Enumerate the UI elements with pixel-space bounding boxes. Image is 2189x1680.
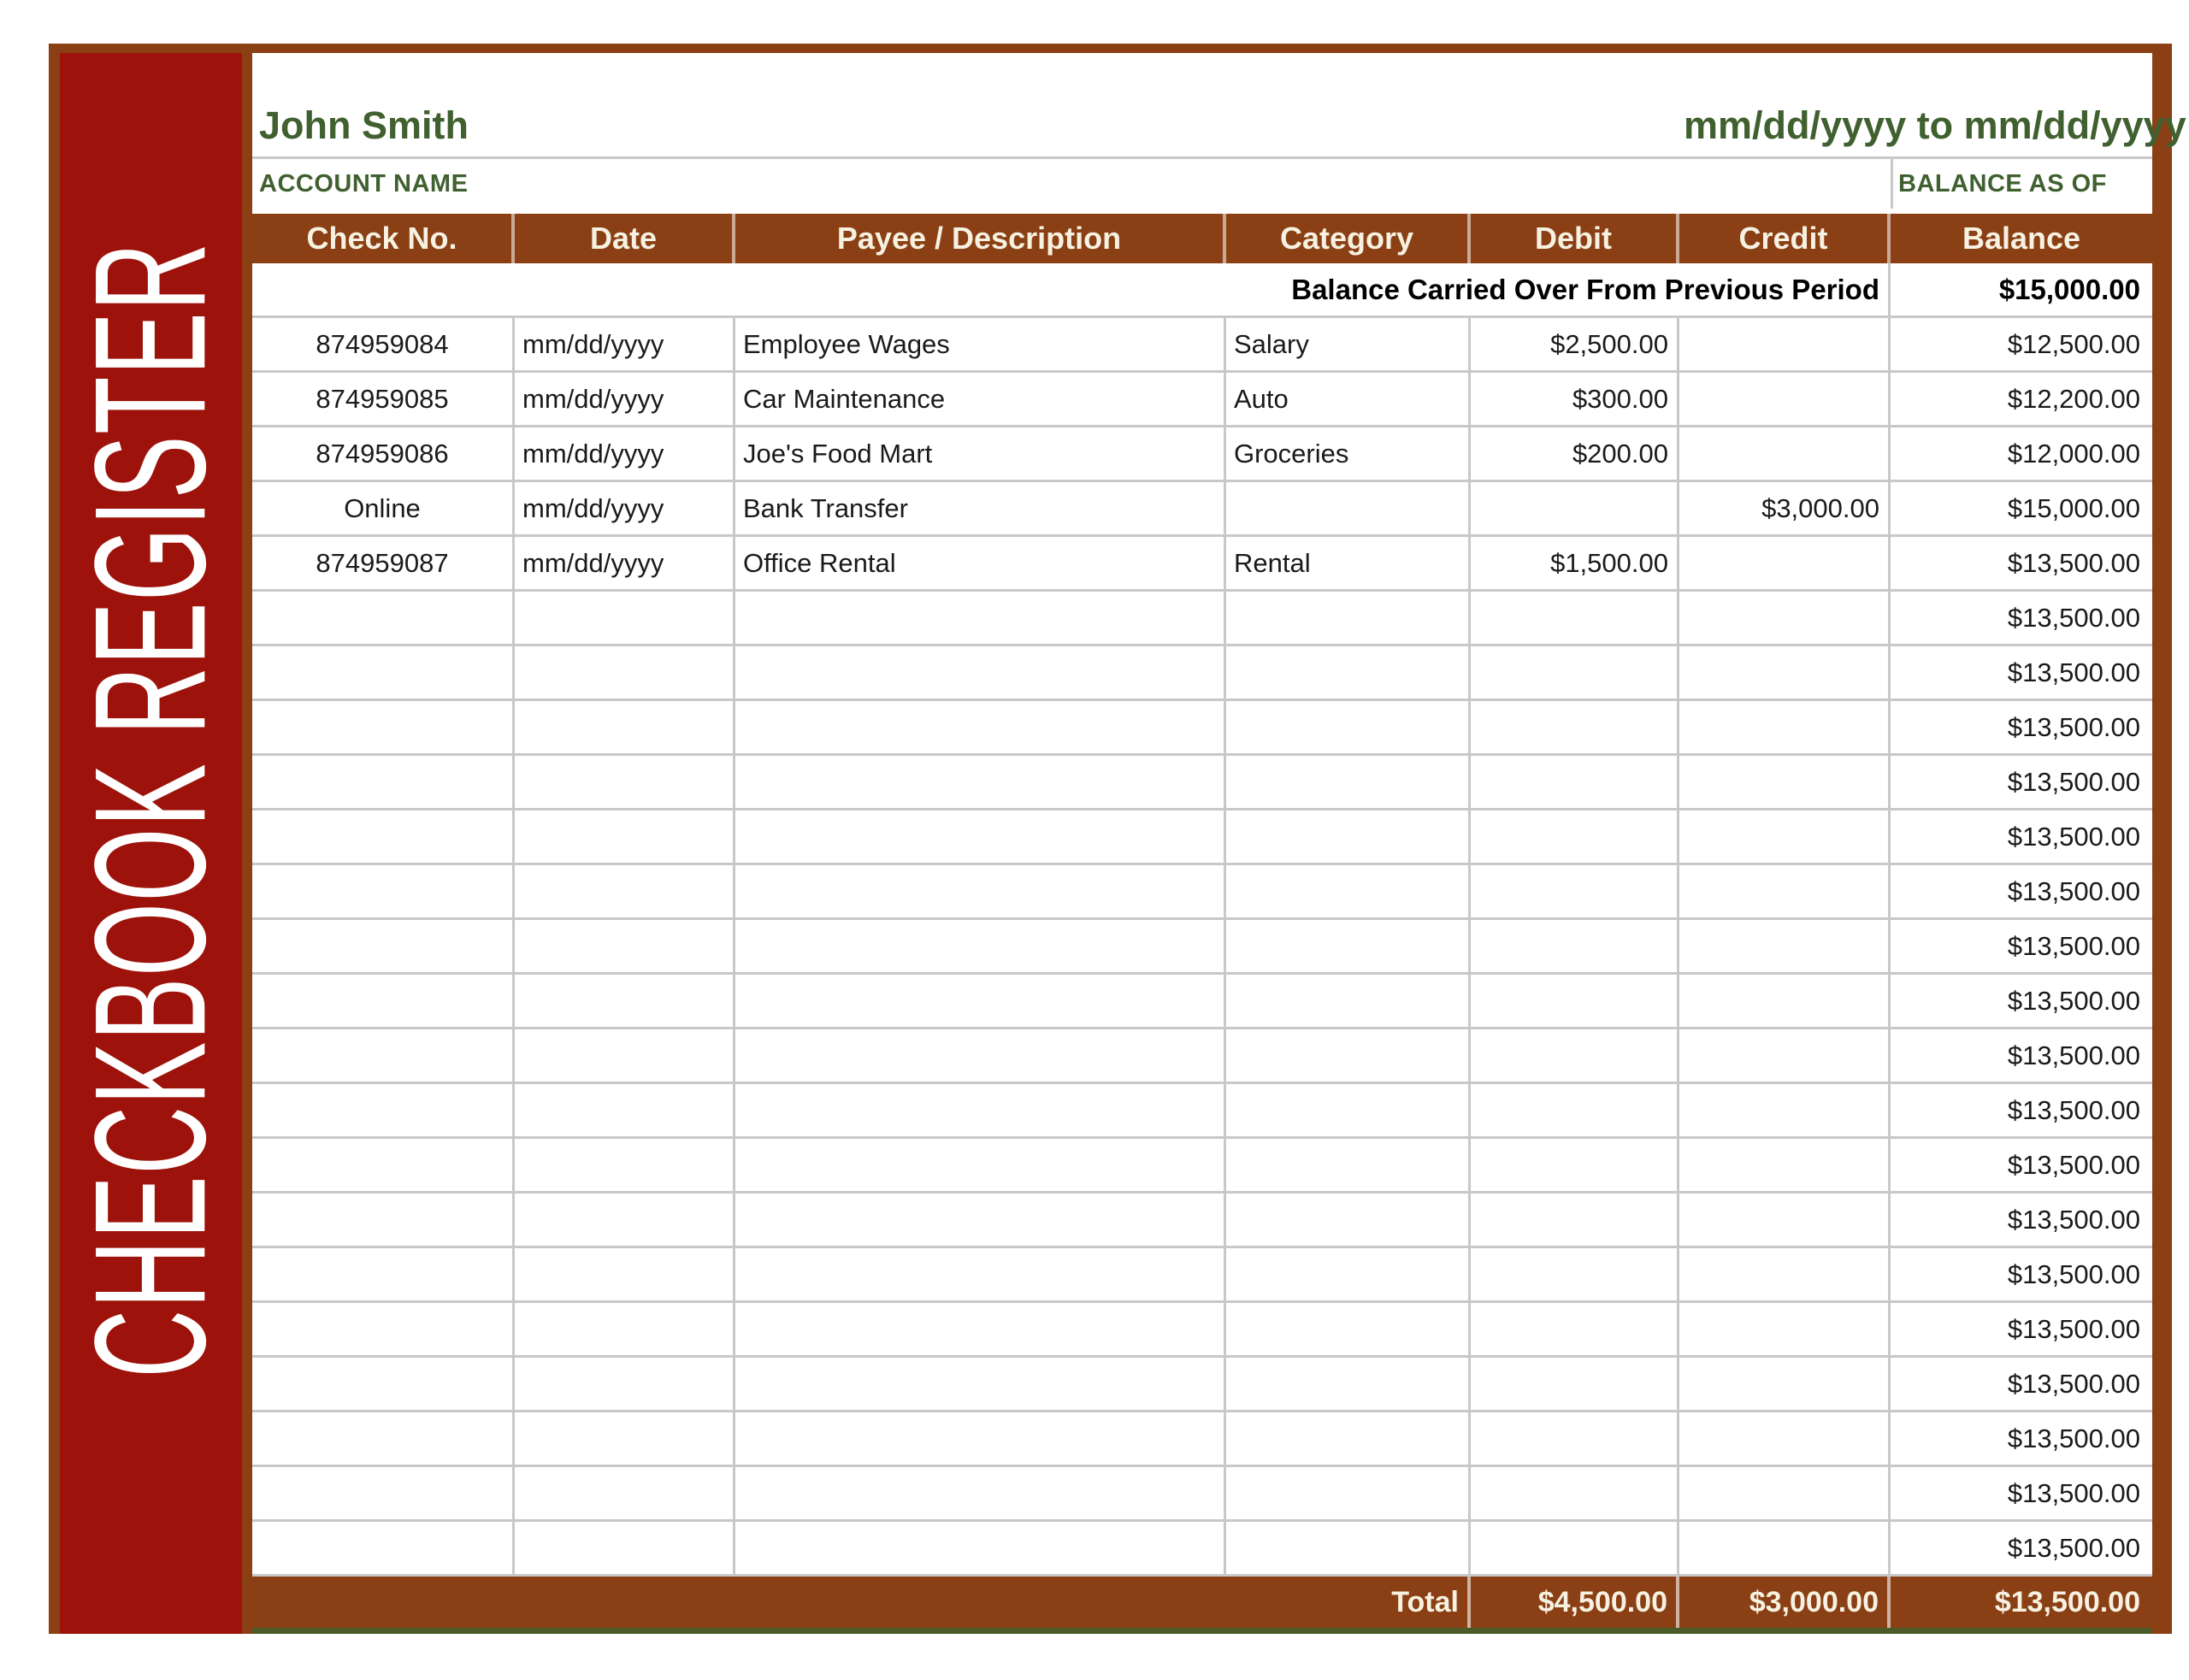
- table-row: [252, 756, 2152, 811]
- cell-check-no: [252, 1029, 515, 1082]
- subtitle-row: [252, 159, 2152, 209]
- cell-credit: [1679, 756, 1891, 808]
- cell-debit: $300.00: [1471, 373, 1679, 425]
- cell-category: Groceries: [1226, 427, 1471, 480]
- cell-date: mm/dd/yyyy: [515, 537, 735, 589]
- bottom-accent-line: [252, 1628, 2152, 1634]
- cell-date: mm/dd/yyyy: [515, 318, 735, 370]
- carried-over-balance: $15,000.00: [1998, 273, 2140, 305]
- cell-balance: $15,000.00: [2007, 492, 2140, 523]
- cell-debit: [1471, 1412, 1679, 1465]
- cell-debit: [1471, 1194, 1679, 1246]
- cell-payee: [735, 1467, 1226, 1519]
- table-body: [252, 318, 2152, 1577]
- table-row: [252, 1248, 2152, 1303]
- title-row: [252, 53, 2186, 159]
- table-row: [252, 1467, 2152, 1522]
- table-row: [252, 537, 2152, 592]
- total-row: [252, 1577, 2152, 1628]
- total-debit: $4,500.00: [1471, 1577, 1679, 1628]
- cell-credit: [1679, 427, 1891, 480]
- cell-balance: $13,500.00: [2007, 1094, 2140, 1125]
- table-header: [252, 214, 2152, 263]
- date-range: mm/dd/yyyy to mm/dd/yyyy: [1684, 103, 2186, 147]
- table-row: [252, 318, 2152, 373]
- cell-balance: $13,500.00: [2007, 1204, 2140, 1235]
- cell-check-no: [252, 646, 515, 699]
- column-header-balance: Balance: [1962, 221, 2081, 256]
- cell-credit: [1679, 1358, 1891, 1410]
- cell-payee: [735, 1248, 1226, 1300]
- sidebar: [60, 53, 252, 1634]
- cell-check-no: 874959086: [252, 427, 515, 480]
- cell-category: [1226, 1467, 1471, 1519]
- cell-date: [515, 1084, 735, 1136]
- cell-check-no: Online: [252, 482, 515, 534]
- cell-debit: $200.00: [1471, 427, 1679, 480]
- cell-debit: [1471, 1358, 1679, 1410]
- cell-balance: $12,000.00: [2007, 438, 2140, 469]
- total-label: Total: [252, 1577, 1471, 1628]
- table-row: [252, 1139, 2152, 1194]
- cell-category: [1226, 920, 1471, 972]
- cell-credit: [1679, 920, 1891, 972]
- column-header-date: Date: [515, 214, 735, 263]
- cell-credit: [1679, 811, 1891, 863]
- table-row: [252, 865, 2152, 920]
- cell-debit: [1471, 865, 1679, 917]
- cell-credit: [1679, 1194, 1891, 1246]
- cell-debit: $1,500.00: [1471, 537, 1679, 589]
- cell-category: [1226, 1139, 1471, 1191]
- cell-payee: [735, 1139, 1226, 1191]
- cell-balance: $13,500.00: [2007, 1313, 2140, 1344]
- cell-check-no: [252, 756, 515, 808]
- cell-credit: [1679, 1139, 1891, 1191]
- cell-debit: [1471, 482, 1679, 534]
- cell-payee: [735, 920, 1226, 972]
- cell-payee: Joe's Food Mart: [735, 427, 1226, 480]
- cell-payee: [735, 1084, 1226, 1136]
- cell-balance: $13,500.00: [2007, 1368, 2140, 1399]
- cell-debit: [1471, 1139, 1679, 1191]
- cell-balance: $13,500.00: [2007, 821, 2140, 852]
- cell-payee: [735, 1303, 1226, 1355]
- cell-balance: $13,500.00: [2007, 711, 2140, 742]
- cell-debit: [1471, 1248, 1679, 1300]
- cell-balance: $13,500.00: [2007, 1040, 2140, 1070]
- cell-credit: [1679, 318, 1891, 370]
- cell-debit: [1471, 920, 1679, 972]
- cell-debit: [1471, 1522, 1679, 1574]
- cell-balance: $13,500.00: [2007, 930, 2140, 961]
- cell-category: [1226, 975, 1471, 1027]
- cell-date: [515, 1412, 735, 1465]
- cell-balance: $13,500.00: [2007, 1259, 2140, 1289]
- cell-debit: [1471, 1467, 1679, 1519]
- table-row: [252, 1194, 2152, 1248]
- cell-payee: [735, 975, 1226, 1027]
- table-row: [252, 1303, 2152, 1358]
- table-row: [252, 975, 2152, 1029]
- cell-date: [515, 1303, 735, 1355]
- cell-payee: [735, 756, 1226, 808]
- cell-category: [1226, 1194, 1471, 1246]
- table-row: [252, 1358, 2152, 1412]
- cell-check-no: 874959087: [252, 537, 515, 589]
- cell-date: [515, 865, 735, 917]
- cell-balance: $13,500.00: [2007, 657, 2140, 687]
- cell-credit: [1679, 865, 1891, 917]
- cell-credit: [1679, 1084, 1891, 1136]
- cell-category: [1226, 1029, 1471, 1082]
- cell-category: [1226, 701, 1471, 753]
- table-row: [252, 1412, 2152, 1467]
- cell-check-no: 874959085: [252, 373, 515, 425]
- cell-credit: [1679, 373, 1891, 425]
- vertical-title: CHECKBOOK REGISTER: [62, 240, 239, 1378]
- carried-over-row: [252, 263, 2152, 318]
- cell-credit: [1679, 701, 1891, 753]
- cell-payee: [735, 1029, 1226, 1082]
- cell-credit: [1679, 1522, 1891, 1574]
- cell-category: [1226, 1412, 1471, 1465]
- cell-balance: $13,500.00: [2007, 1149, 2140, 1180]
- table-row: [252, 373, 2152, 427]
- cell-date: [515, 811, 735, 863]
- cell-balance: $12,200.00: [2007, 383, 2140, 414]
- cell-check-no: [252, 920, 515, 972]
- cell-check-no: [252, 1248, 515, 1300]
- cell-balance: $13,500.00: [2007, 875, 2140, 906]
- cell-credit: [1679, 1248, 1891, 1300]
- cell-check-no: [252, 1522, 515, 1574]
- cell-payee: [735, 646, 1226, 699]
- cell-check-no: [252, 1194, 515, 1246]
- cell-date: [515, 1358, 735, 1410]
- cell-category: Salary: [1226, 318, 1471, 370]
- cell-check-no: [252, 1412, 515, 1465]
- cell-payee: Employee Wages: [735, 318, 1226, 370]
- cell-debit: [1471, 701, 1679, 753]
- cell-payee: [735, 592, 1226, 644]
- cell-date: [515, 1139, 735, 1191]
- carried-over-label: Balance Carried Over From Previous Period: [252, 263, 1891, 315]
- cell-category: [1226, 1522, 1471, 1574]
- cell-category: [1226, 865, 1471, 917]
- cell-payee: [735, 1522, 1226, 1574]
- cell-balance: $13,500.00: [2007, 1423, 2140, 1453]
- cell-check-no: [252, 1084, 515, 1136]
- cell-payee: Car Maintenance: [735, 373, 1226, 425]
- cell-payee: [735, 1412, 1226, 1465]
- cell-debit: [1471, 1303, 1679, 1355]
- cell-balance: $13,500.00: [2007, 766, 2140, 797]
- column-header-payee: Payee / Description: [735, 214, 1226, 263]
- cell-date: [515, 1467, 735, 1519]
- table-row: [252, 701, 2152, 756]
- cell-category: [1226, 1084, 1471, 1136]
- cell-category: [1226, 756, 1471, 808]
- cell-balance: $12,500.00: [2007, 328, 2140, 359]
- table-row: [252, 811, 2152, 865]
- cell-check-no: [252, 975, 515, 1027]
- cell-date: [515, 756, 735, 808]
- cell-credit: [1679, 1029, 1891, 1082]
- cell-date: mm/dd/yyyy: [515, 427, 735, 480]
- cell-category: [1226, 811, 1471, 863]
- column-header-credit: Credit: [1679, 214, 1891, 263]
- cell-date: [515, 1248, 735, 1300]
- table-row: [252, 427, 2152, 482]
- cell-category: [1226, 1358, 1471, 1410]
- cell-debit: [1471, 592, 1679, 644]
- cell-category: [1226, 646, 1471, 699]
- table-row: [252, 1084, 2152, 1139]
- table-row: [252, 482, 2152, 537]
- cell-category: [1226, 592, 1471, 644]
- cell-debit: [1471, 1084, 1679, 1136]
- cell-category: Auto: [1226, 373, 1471, 425]
- cell-debit: $2,500.00: [1471, 318, 1679, 370]
- cell-credit: [1679, 646, 1891, 699]
- cell-credit: [1679, 1467, 1891, 1519]
- cell-payee: Bank Transfer: [735, 482, 1226, 534]
- account-holder: John Smith: [259, 103, 469, 147]
- cell-debit: [1471, 1029, 1679, 1082]
- cell-payee: Office Rental: [735, 537, 1226, 589]
- cell-date: mm/dd/yyyy: [515, 373, 735, 425]
- table-row: [252, 920, 2152, 975]
- sheet-main: [252, 53, 2186, 1634]
- cell-check-no: [252, 1467, 515, 1519]
- cell-check-no: [252, 1358, 515, 1410]
- column-header-debit: Debit: [1471, 214, 1679, 263]
- cell-check-no: [252, 592, 515, 644]
- cell-date: [515, 920, 735, 972]
- cell-balance: $13,500.00: [2007, 547, 2140, 578]
- cell-date: [515, 1194, 735, 1246]
- cell-payee: [735, 865, 1226, 917]
- cell-credit: [1679, 975, 1891, 1027]
- cell-balance: $13,500.00: [2007, 985, 2140, 1016]
- cell-debit: [1471, 756, 1679, 808]
- cell-check-no: [252, 701, 515, 753]
- cell-date: mm/dd/yyyy: [515, 482, 735, 534]
- cell-credit: [1679, 1303, 1891, 1355]
- cell-debit: [1471, 975, 1679, 1027]
- table-row: [252, 592, 2152, 646]
- cell-payee: [735, 701, 1226, 753]
- cell-check-no: 874959084: [252, 318, 515, 370]
- account-name-label: ACCOUNT NAME: [259, 169, 469, 197]
- cell-category: [1226, 1303, 1471, 1355]
- cell-check-no: [252, 1303, 515, 1355]
- cell-balance: $13,500.00: [2007, 1477, 2140, 1508]
- table-row: [252, 646, 2152, 701]
- cell-date: [515, 975, 735, 1027]
- cell-payee: [735, 1358, 1226, 1410]
- cell-credit: [1679, 537, 1891, 589]
- table-row: [252, 1029, 2152, 1084]
- cell-payee: [735, 811, 1226, 863]
- cell-category: [1226, 1248, 1471, 1300]
- column-header-check-no: Check No.: [252, 214, 515, 263]
- cell-payee: [735, 1194, 1226, 1246]
- cell-debit: [1471, 811, 1679, 863]
- register-sheet: [49, 44, 2186, 1634]
- total-credit: $3,000.00: [1679, 1577, 1891, 1628]
- cell-date: [515, 592, 735, 644]
- cell-date: [515, 701, 735, 753]
- column-header-category: Category: [1226, 214, 1471, 263]
- cell-check-no: [252, 865, 515, 917]
- balance-as-of-label: BALANCE AS OF: [1891, 159, 2152, 209]
- cell-balance: $13,500.00: [2007, 1532, 2140, 1563]
- cell-date: [515, 646, 735, 699]
- cell-balance: $13,500.00: [2007, 602, 2140, 633]
- table-row: [252, 1522, 2152, 1577]
- cell-category: [1226, 482, 1471, 534]
- cell-date: [515, 1522, 735, 1574]
- total-balance: $13,500.00: [1994, 1585, 2140, 1618]
- cell-check-no: [252, 1139, 515, 1191]
- cell-credit: [1679, 592, 1891, 644]
- cell-date: [515, 1029, 735, 1082]
- cell-credit: [1679, 1412, 1891, 1465]
- cell-check-no: [252, 811, 515, 863]
- cell-credit: $3,000.00: [1679, 482, 1891, 534]
- cell-category: Rental: [1226, 537, 1471, 589]
- cell-debit: [1471, 646, 1679, 699]
